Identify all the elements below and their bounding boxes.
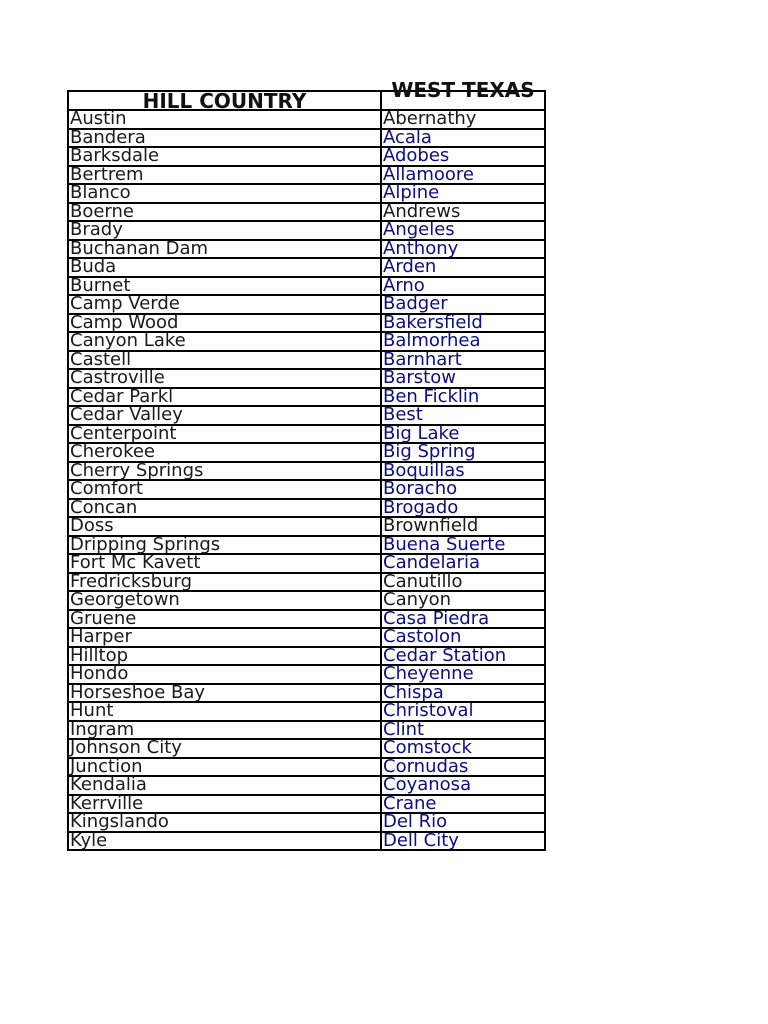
table-row: [68, 517, 545, 536]
table-row: [68, 369, 545, 388]
hill-country-town-cell: Junction: [68, 758, 381, 777]
hill-country-town-cell: Horseshoe Bay: [68, 684, 381, 703]
table-row: [68, 203, 545, 222]
hill-country-town-cell: Burnet: [68, 277, 381, 296]
west-texas-town-cell: Buena Suerte: [381, 536, 545, 555]
west-texas-town-cell: Angeles: [381, 221, 545, 240]
west-texas-town-cell: Andrews: [381, 203, 545, 222]
west-texas-town-cell: Boquillas: [381, 462, 545, 481]
table-row: [68, 795, 545, 814]
table-row: [68, 462, 545, 481]
west-texas-town-cell: Canutillo: [381, 573, 545, 592]
hill-country-town-cell: Bertrem: [68, 166, 381, 185]
west-texas-town-cell: Bakersfield: [381, 314, 545, 333]
west-texas-town-cell: Alpine: [381, 184, 545, 203]
hill-country-town-cell: Fort Mc Kavett: [68, 554, 381, 573]
table-row: [68, 813, 545, 832]
table-row: [68, 406, 545, 425]
hill-country-town-cell: Dripping Springs: [68, 536, 381, 555]
west-texas-town-cell: Anthony: [381, 240, 545, 259]
table-row: [68, 147, 545, 166]
hill-country-town-cell: Canyon Lake: [68, 332, 381, 351]
table-row: [68, 573, 545, 592]
hill-country-town-cell: Boerne: [68, 203, 381, 222]
table-row: [68, 832, 545, 851]
hill-country-town-cell: Fredricksburg: [68, 573, 381, 592]
hill-country-town-cell: Castroville: [68, 369, 381, 388]
hill-country-town-cell: Concan: [68, 499, 381, 518]
west-texas-town-cell: Abernathy: [381, 110, 545, 129]
table-body: [68, 110, 545, 850]
west-texas-town-cell: Dell City: [381, 832, 545, 851]
table-row: [68, 702, 545, 721]
hill-country-town-cell: Barksdale: [68, 147, 381, 166]
west-texas-town-cell: Casa Piedra: [381, 610, 545, 629]
hill-country-town-cell: Camp Verde: [68, 295, 381, 314]
table-row: [68, 388, 545, 407]
hill-country-town-cell: Castell: [68, 351, 381, 370]
table-row: [68, 647, 545, 666]
header-west-texas: WEST TEXAS: [381, 91, 545, 110]
town-table: [67, 78, 546, 851]
table-row: [68, 425, 545, 444]
table-row: [68, 277, 545, 296]
west-texas-town-cell: Arden: [381, 258, 545, 277]
hill-country-town-cell: Cherry Springs: [68, 462, 381, 481]
west-texas-town-cell: Coyanosa: [381, 776, 545, 795]
table-row: [68, 721, 545, 740]
table-row: [68, 314, 545, 333]
west-texas-town-cell: Christoval: [381, 702, 545, 721]
table-row: [68, 739, 545, 758]
table-row: [68, 591, 545, 610]
table-row: [68, 258, 545, 277]
table-row: [68, 665, 545, 684]
west-texas-town-cell: Barnhart: [381, 351, 545, 370]
hill-country-town-cell: Comfort: [68, 480, 381, 499]
table-row: [68, 332, 545, 351]
west-texas-town-cell: Acala: [381, 129, 545, 148]
west-texas-town-cell: Arno: [381, 277, 545, 296]
west-texas-town-cell: Brogado: [381, 499, 545, 518]
header-hill-country: HILL COUNTRY: [68, 91, 381, 110]
hill-country-town-cell: Gruene: [68, 610, 381, 629]
hill-country-town-cell: Centerpoint: [68, 425, 381, 444]
hill-country-town-cell: Kerrville: [68, 795, 381, 814]
hill-country-town-cell: Brady: [68, 221, 381, 240]
header-row: [68, 91, 545, 110]
table-row: [68, 166, 545, 185]
hill-country-town-cell: Cedar Parkl: [68, 388, 381, 407]
west-texas-town-cell: Clint: [381, 721, 545, 740]
hill-country-town-cell: Georgetown: [68, 591, 381, 610]
hill-country-town-cell: Blanco: [68, 184, 381, 203]
table-row: [68, 129, 545, 148]
west-texas-town-cell: Big Lake: [381, 425, 545, 444]
west-texas-town-cell: Barstow: [381, 369, 545, 388]
west-texas-town-cell: Badger: [381, 295, 545, 314]
town-table-container: [67, 78, 544, 851]
west-texas-town-cell: Adobes: [381, 147, 545, 166]
west-texas-town-cell: Allamoore: [381, 166, 545, 185]
west-texas-town-cell: Chispa: [381, 684, 545, 703]
table-row: [68, 110, 545, 129]
table-row: [68, 221, 545, 240]
hill-country-town-cell: Camp Wood: [68, 314, 381, 333]
table-row: [68, 758, 545, 777]
west-texas-town-cell: Cedar Station: [381, 647, 545, 666]
hill-country-town-cell: Johnson City: [68, 739, 381, 758]
table-row: [68, 443, 545, 462]
table-row: [68, 480, 545, 499]
hill-country-town-cell: Harper: [68, 628, 381, 647]
table-row: [68, 554, 545, 573]
west-texas-town-cell: Boracho: [381, 480, 545, 499]
west-texas-town-cell: Comstock: [381, 739, 545, 758]
hill-country-town-cell: Kyle: [68, 832, 381, 851]
table-row: [68, 628, 545, 647]
west-texas-town-cell: Big Spring: [381, 443, 545, 462]
table-row: [68, 351, 545, 370]
west-texas-town-cell: Crane: [381, 795, 545, 814]
west-texas-town-cell: Ben Ficklin: [381, 388, 545, 407]
west-texas-town-cell: Brownfield: [381, 517, 545, 536]
table-row: [68, 610, 545, 629]
hill-country-town-cell: Kingslando: [68, 813, 381, 832]
hill-country-town-cell: Bandera: [68, 129, 381, 148]
west-texas-town-cell: Canyon: [381, 591, 545, 610]
west-texas-town-cell: Cheyenne: [381, 665, 545, 684]
hill-country-town-cell: Cedar Valley: [68, 406, 381, 425]
west-texas-town-cell: Best: [381, 406, 545, 425]
west-texas-town-cell: Cornudas: [381, 758, 545, 777]
hill-country-town-cell: Austin: [68, 110, 381, 129]
table-row: [68, 240, 545, 259]
west-texas-town-cell: Candelaria: [381, 554, 545, 573]
table-row: [68, 295, 545, 314]
hill-country-town-cell: Hunt: [68, 702, 381, 721]
hill-country-town-cell: Kendalia: [68, 776, 381, 795]
west-texas-town-cell: Balmorhea: [381, 332, 545, 351]
hill-country-town-cell: Hilltop: [68, 647, 381, 666]
hill-country-town-cell: Cherokee: [68, 443, 381, 462]
table-row: [68, 536, 545, 555]
table-row: [68, 684, 545, 703]
hill-country-town-cell: Buchanan Dam: [68, 240, 381, 259]
table-row: [68, 184, 545, 203]
west-texas-town-cell: Castolon: [381, 628, 545, 647]
hill-country-town-cell: Ingram: [68, 721, 381, 740]
hill-country-town-cell: Buda: [68, 258, 381, 277]
hill-country-town-cell: Hondo: [68, 665, 381, 684]
west-texas-town-cell: Del Rio: [381, 813, 545, 832]
table-row: [68, 776, 545, 795]
table-row: [68, 499, 545, 518]
hill-country-town-cell: Doss: [68, 517, 381, 536]
